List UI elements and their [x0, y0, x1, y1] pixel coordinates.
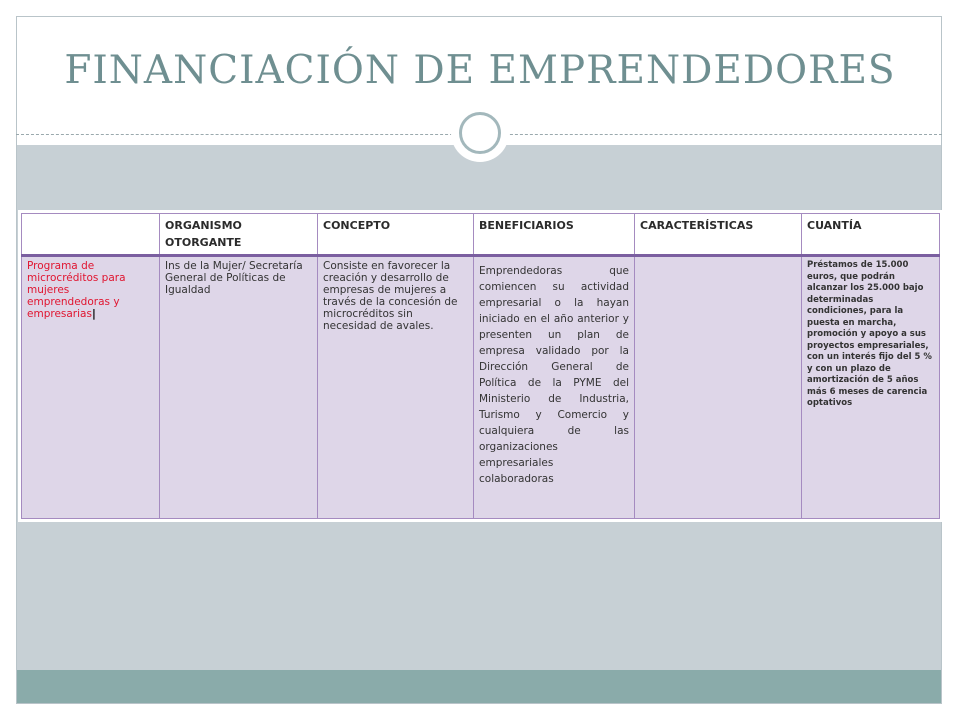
header-concepto: CONCEPTO	[318, 214, 474, 256]
divider-ring-icon	[459, 112, 501, 154]
cell-caracteristicas	[635, 256, 802, 519]
cell-organismo: Ins de la Mujer/ Secretaría General de Políticas de Igualdad	[160, 256, 318, 519]
slide-title: FINANCIACIÓN DE EMPRENDEDORES	[64, 48, 896, 93]
cell-program[interactable]	[22, 256, 160, 519]
program-text: Programa de microcréditos para mujeres emprendedoras y empresarias	[27, 260, 126, 320]
table-container	[18, 210, 942, 522]
header-caracteristicas: CARACTERÍSTICAS	[635, 214, 802, 256]
header-program	[22, 214, 160, 256]
header-beneficiarios: BENEFICIARIOS	[474, 214, 635, 256]
table-row	[22, 256, 940, 519]
header-organismo: ORGANISMO OTORGANTE	[160, 214, 318, 256]
cell-cuantia: Préstamos de 15.000 euros, que podrán alcanzar los 25.000 bajo determinadas condiciones, para la puesta en marcha, promoción y apoyo a sus proyectos empresariales, con un interés fijo del 5 % y con un plazo de amortización de 5 años más 6 meses de carencia optativos	[802, 256, 940, 519]
text-cursor: |	[91, 308, 96, 320]
cell-concepto: Consiste en favorecer la creación y desarrollo de empresas de mujeres a través de la concesión de microcréditos sin necesidad de avales.	[318, 256, 474, 519]
header-cuantia: CUANTÍA	[802, 214, 940, 256]
financing-table	[21, 213, 940, 519]
table-header-row	[22, 214, 940, 256]
cell-beneficiarios: Emprendedoras que comiencen su actividad empresarial o la hayan iniciado en el año anterior y presenten un plan de empresa validado por la Dirección General de Política de la PYME del Ministerio de Industria, Turismo y Comercio y cualquiera de las organizaciones empresariales colaboradoras	[474, 256, 635, 519]
footer-band	[17, 670, 941, 703]
